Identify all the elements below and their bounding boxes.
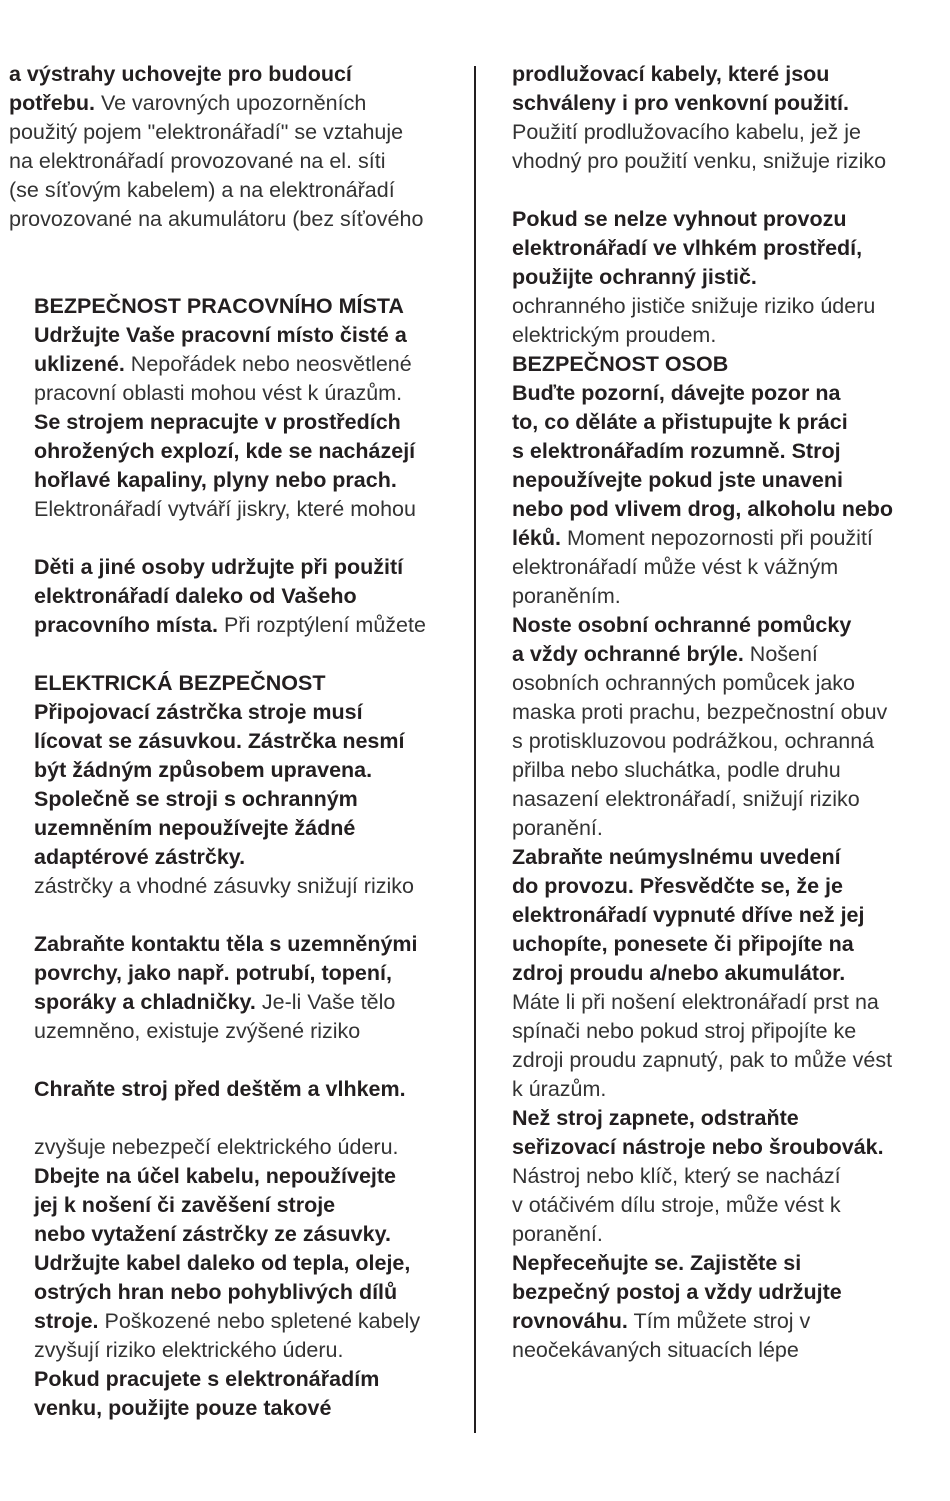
text-line <box>9 60 469 89</box>
bold-text-run: lícovat se zásuvkou. Zástrčka nesmí <box>34 729 405 753</box>
text-line <box>512 176 948 205</box>
text-run: poranění. <box>512 1222 603 1246</box>
text-line <box>512 669 948 698</box>
bold-text-run: elektronářadí vypnuté dříve než jej <box>512 903 865 927</box>
text-run: přilba nebo sluchátka, podle druhu <box>512 758 841 782</box>
text-line <box>512 843 948 872</box>
bold-text-run: bezpečný postoj a vždy udržujte <box>512 1280 842 1304</box>
bold-text-run: být žádným způsobem upravena. <box>34 758 373 782</box>
bold-text-run: Pokud pracujete s elektronářadím <box>34 1367 380 1391</box>
bold-text-run: schváleny i pro venkovní použití. <box>512 91 849 115</box>
text-line <box>512 263 948 292</box>
text-line <box>512 1220 948 1249</box>
text-run: Je-li Vaše tělo <box>255 990 396 1014</box>
bold-text-run: Nepřeceňujte se. Zajistěte si <box>512 1251 802 1275</box>
text-run: Máte li při nošení elektronářadí prst na <box>512 990 879 1014</box>
text-line <box>512 988 948 1017</box>
text-run: v otáčivém dílu stroje, může vést k <box>512 1193 841 1217</box>
text-line <box>9 147 469 176</box>
bold-text-run: ostrých hran nebo pohyblivých dílů <box>34 1280 398 1304</box>
text-line <box>512 466 948 495</box>
bold-text-run: uklizené. <box>34 352 125 376</box>
text-run: Při rozptýlení můžete <box>218 613 426 637</box>
text-line <box>9 988 469 1017</box>
text-line <box>512 582 948 611</box>
bold-text-run: pracovního místa. <box>34 613 218 637</box>
text-line <box>9 1104 469 1133</box>
bold-text-run: rovnováhu. <box>512 1309 628 1333</box>
text-run: elektrickým proudem. <box>512 323 717 347</box>
text-line <box>512 408 948 437</box>
text-line <box>9 698 469 727</box>
text-line <box>9 292 469 321</box>
text-line <box>512 1191 948 1220</box>
bold-text-run: elektronářadí daleko od Vašeho <box>34 584 357 608</box>
text-line <box>9 959 469 988</box>
bold-text-run: potřebu. <box>9 91 95 115</box>
bold-text-run: jej k nošení či zavěšení stroje <box>34 1193 336 1217</box>
text-run: použitý pojem "elektronářadí" se vztahuje <box>9 120 404 144</box>
bold-text-run: Udržujte Vaše pracovní místo čisté a <box>34 323 407 347</box>
bold-text-run: zdroj proudu a/nebo akumulátor. <box>512 961 846 985</box>
text-line <box>512 437 948 466</box>
text-run: poranění. <box>512 816 603 840</box>
text-line <box>512 1278 948 1307</box>
text-line <box>512 1104 948 1133</box>
text-run: nasazení elektronářadí, snižují riziko <box>512 787 860 811</box>
text-line <box>9 321 469 350</box>
text-line <box>9 785 469 814</box>
text-line <box>9 843 469 872</box>
text-line <box>512 60 948 89</box>
bold-text-run: ohrožených explozí, kde se nacházejí <box>34 439 416 463</box>
text-run: osobních ochranných pomůcek jako <box>512 671 856 695</box>
text-line <box>512 118 948 147</box>
bold-text-run: BEZPEČNOST OSOB <box>512 352 729 376</box>
text-run: Moment nepozornosti při použití <box>561 526 873 550</box>
text-line <box>512 872 948 901</box>
text-line <box>512 611 948 640</box>
text-line <box>512 901 948 930</box>
text-line <box>9 466 469 495</box>
text-line <box>9 524 469 553</box>
bold-text-run: stroje. <box>34 1309 99 1333</box>
text-run: s protiskluzovou podrážkou, ochranná <box>512 729 875 753</box>
text-line <box>512 234 948 263</box>
bold-text-run: nebo pod vlivem drog, alkoholu nebo <box>512 497 894 521</box>
text-run: Nošení <box>743 642 818 666</box>
text-line <box>9 89 469 118</box>
bold-text-run: venku, použijte pouze takové <box>34 1396 332 1420</box>
text-run: maska proti prachu, bezpečnostní obuv <box>512 700 888 724</box>
text-line <box>9 1075 469 1104</box>
text-run: poraněním. <box>512 584 621 608</box>
text-line <box>9 263 469 292</box>
text-line <box>9 1365 469 1394</box>
bold-text-run: Zabraňte kontaktu těla s uzemněnými <box>34 932 418 956</box>
text-line <box>9 437 469 466</box>
bold-text-run: prodlužovací kabely, které jsou <box>512 62 830 86</box>
bold-text-run: do provozu. Přesvědčte se, že je <box>512 874 843 898</box>
text-line <box>9 814 469 843</box>
bold-text-run: uzemněním nepoužívejte žádné <box>34 816 356 840</box>
text-run: spínači nebo pokud stroj připojíte ke <box>512 1019 857 1043</box>
bold-text-run: seřizovací nástroje nebo šroubovák. <box>512 1135 884 1159</box>
text-line <box>9 669 469 698</box>
bold-text-run: Zabraňte neúmyslnému uvedení <box>512 845 841 869</box>
bold-text-run: a vždy ochranné brýle. <box>512 642 744 666</box>
text-line <box>9 408 469 437</box>
text-line <box>512 1336 948 1365</box>
text-line <box>512 495 948 524</box>
bold-text-run: Buďte pozorní, dávejte pozor na <box>512 381 841 405</box>
text-line <box>9 495 469 524</box>
text-line <box>9 1394 469 1423</box>
text-line <box>9 1249 469 1278</box>
text-line <box>9 640 469 669</box>
text-line <box>9 205 469 234</box>
text-line <box>512 89 948 118</box>
text-line <box>9 1191 469 1220</box>
bold-text-run: hořlavé kapaliny, plyny nebo prach. <box>34 468 397 492</box>
text-line <box>512 698 948 727</box>
text-line <box>512 1046 948 1075</box>
bold-text-run: Než stroj zapnete, odstraňte <box>512 1106 799 1130</box>
text-run: Poškozené nebo spletené kabely <box>98 1309 421 1333</box>
bold-text-run: Připojovací zástrčka stroje musí <box>34 700 363 724</box>
bold-text-run: nebo vytažení zástrčky ze zásuvky. <box>34 1222 391 1246</box>
text-line <box>9 553 469 582</box>
bold-text-run: nepoužívejte pokud jste unaveni <box>512 468 843 492</box>
text-run: k úrazům. <box>512 1077 607 1101</box>
text-line <box>512 930 948 959</box>
text-run: Nástroj nebo klíč, který se nachází <box>512 1164 841 1188</box>
text-line <box>512 1162 948 1191</box>
text-line <box>9 756 469 785</box>
bold-text-run: a výstrahy uchovejte pro budoucí <box>9 62 352 86</box>
bold-text-run: Společně se stroji s ochranným <box>34 787 358 811</box>
bold-text-run: Chraňte stroj před deštěm a vlhkem. <box>34 1077 406 1101</box>
text-line <box>512 1075 948 1104</box>
text-line <box>512 350 948 379</box>
text-line <box>512 292 948 321</box>
text-run: zástrčky a vhodné zásuvky snižují riziko <box>34 874 414 898</box>
text-run: Použití prodlužovacího kabelu, jež je <box>512 120 861 144</box>
text-line <box>512 321 948 350</box>
text-line <box>9 379 469 408</box>
text-line <box>9 930 469 959</box>
text-line <box>9 901 469 930</box>
text-run: uzemněno, existuje zvýšené riziko <box>34 1019 361 1043</box>
text-line <box>9 872 469 901</box>
text-line <box>512 524 948 553</box>
column-divider <box>474 66 476 1433</box>
text-line <box>9 1162 469 1191</box>
bold-text-run: Pokud se nelze vyhnout provozu <box>512 207 847 231</box>
text-run: Tím můžete stroj v <box>627 1309 811 1333</box>
text-run: (se síťovým kabelem) a na elektronářadí <box>9 178 395 202</box>
text-run: zvyšuje nebezpečí elektrického úderu. <box>34 1135 399 1159</box>
left-column <box>9 60 469 1423</box>
bold-text-run: Noste osobní ochranné pomůcky <box>512 613 852 637</box>
text-run: na elektronářadí provozované na el. síti <box>9 149 386 173</box>
text-line <box>512 553 948 582</box>
text-run: provozované na akumulátoru (bez síťového <box>9 207 424 231</box>
text-line <box>9 611 469 640</box>
bold-text-run: sporáky a chladničky. <box>34 990 256 1014</box>
text-line <box>512 1307 948 1336</box>
bold-text-run: BEZPEČNOST PRACOVNÍHO MÍSTA <box>34 294 404 318</box>
text-line <box>512 727 948 756</box>
text-run: zvyšují riziko elektrického úderu. <box>34 1338 344 1362</box>
text-run: ochranného jističe snižuje riziko úderu <box>512 294 876 318</box>
text-line <box>512 959 948 988</box>
text-line <box>512 785 948 814</box>
text-run: Nepořádek nebo neosvětlené <box>124 352 412 376</box>
text-run: neočekávaných situacích lépe <box>512 1338 799 1362</box>
text-line <box>512 205 948 234</box>
text-run: pracovní oblasti mohou vést k úrazům. <box>34 381 403 405</box>
text-line <box>9 1220 469 1249</box>
text-line <box>9 1336 469 1365</box>
text-line <box>512 640 948 669</box>
text-run: Ve varovných upozorněních <box>95 91 367 115</box>
text-run: zdroji proudu zapnutý, pak to může vést <box>512 1048 893 1072</box>
text-line <box>512 147 948 176</box>
bold-text-run: s elektronářadím rozumně. Stroj <box>512 439 841 463</box>
bold-text-run: adaptérové zástrčky. <box>34 845 246 869</box>
right-column <box>512 60 948 1365</box>
bold-text-run: Udržujte kabel daleko od tepla, oleje, <box>34 1251 411 1275</box>
text-line <box>9 118 469 147</box>
text-line <box>9 1133 469 1162</box>
bold-text-run: ELEKTRICKÁ BEZPEČNOST <box>34 671 326 695</box>
text-line <box>9 727 469 756</box>
bold-text-run: Se strojem nepracujte v prostředích <box>34 410 401 434</box>
text-run: vhodný pro použití venku, snižuje riziko <box>512 149 887 173</box>
text-line <box>9 1307 469 1336</box>
text-line <box>9 234 469 263</box>
text-line <box>9 1278 469 1307</box>
text-line <box>512 379 948 408</box>
text-line <box>512 1017 948 1046</box>
text-line <box>9 1017 469 1046</box>
bold-text-run: uchopíte, ponesete či připojíte na <box>512 932 854 956</box>
bold-text-run: povrchy, jako např. potrubí, topení, <box>34 961 392 985</box>
bold-text-run: použijte ochranný jistič. <box>512 265 757 289</box>
text-line <box>9 582 469 611</box>
text-line <box>512 1249 948 1278</box>
text-line <box>512 1133 948 1162</box>
text-line <box>9 176 469 205</box>
bold-text-run: elektronářadí ve vlhkém prostředí, <box>512 236 863 260</box>
text-run: elektronářadí může vést k vážným <box>512 555 839 579</box>
text-line <box>512 814 948 843</box>
text-run: Elektronářadí vytváří jiskry, které mohou <box>34 497 416 521</box>
text-line <box>9 350 469 379</box>
bold-text-run: léků. <box>512 526 561 550</box>
text-line <box>512 756 948 785</box>
text-line <box>9 1046 469 1075</box>
bold-text-run: Děti a jiné osoby udržujte při použití <box>34 555 404 579</box>
bold-text-run: Dbejte na účel kabelu, nepoužívejte <box>34 1164 397 1188</box>
bold-text-run: to, co děláte a přistupujte k práci <box>512 410 848 434</box>
